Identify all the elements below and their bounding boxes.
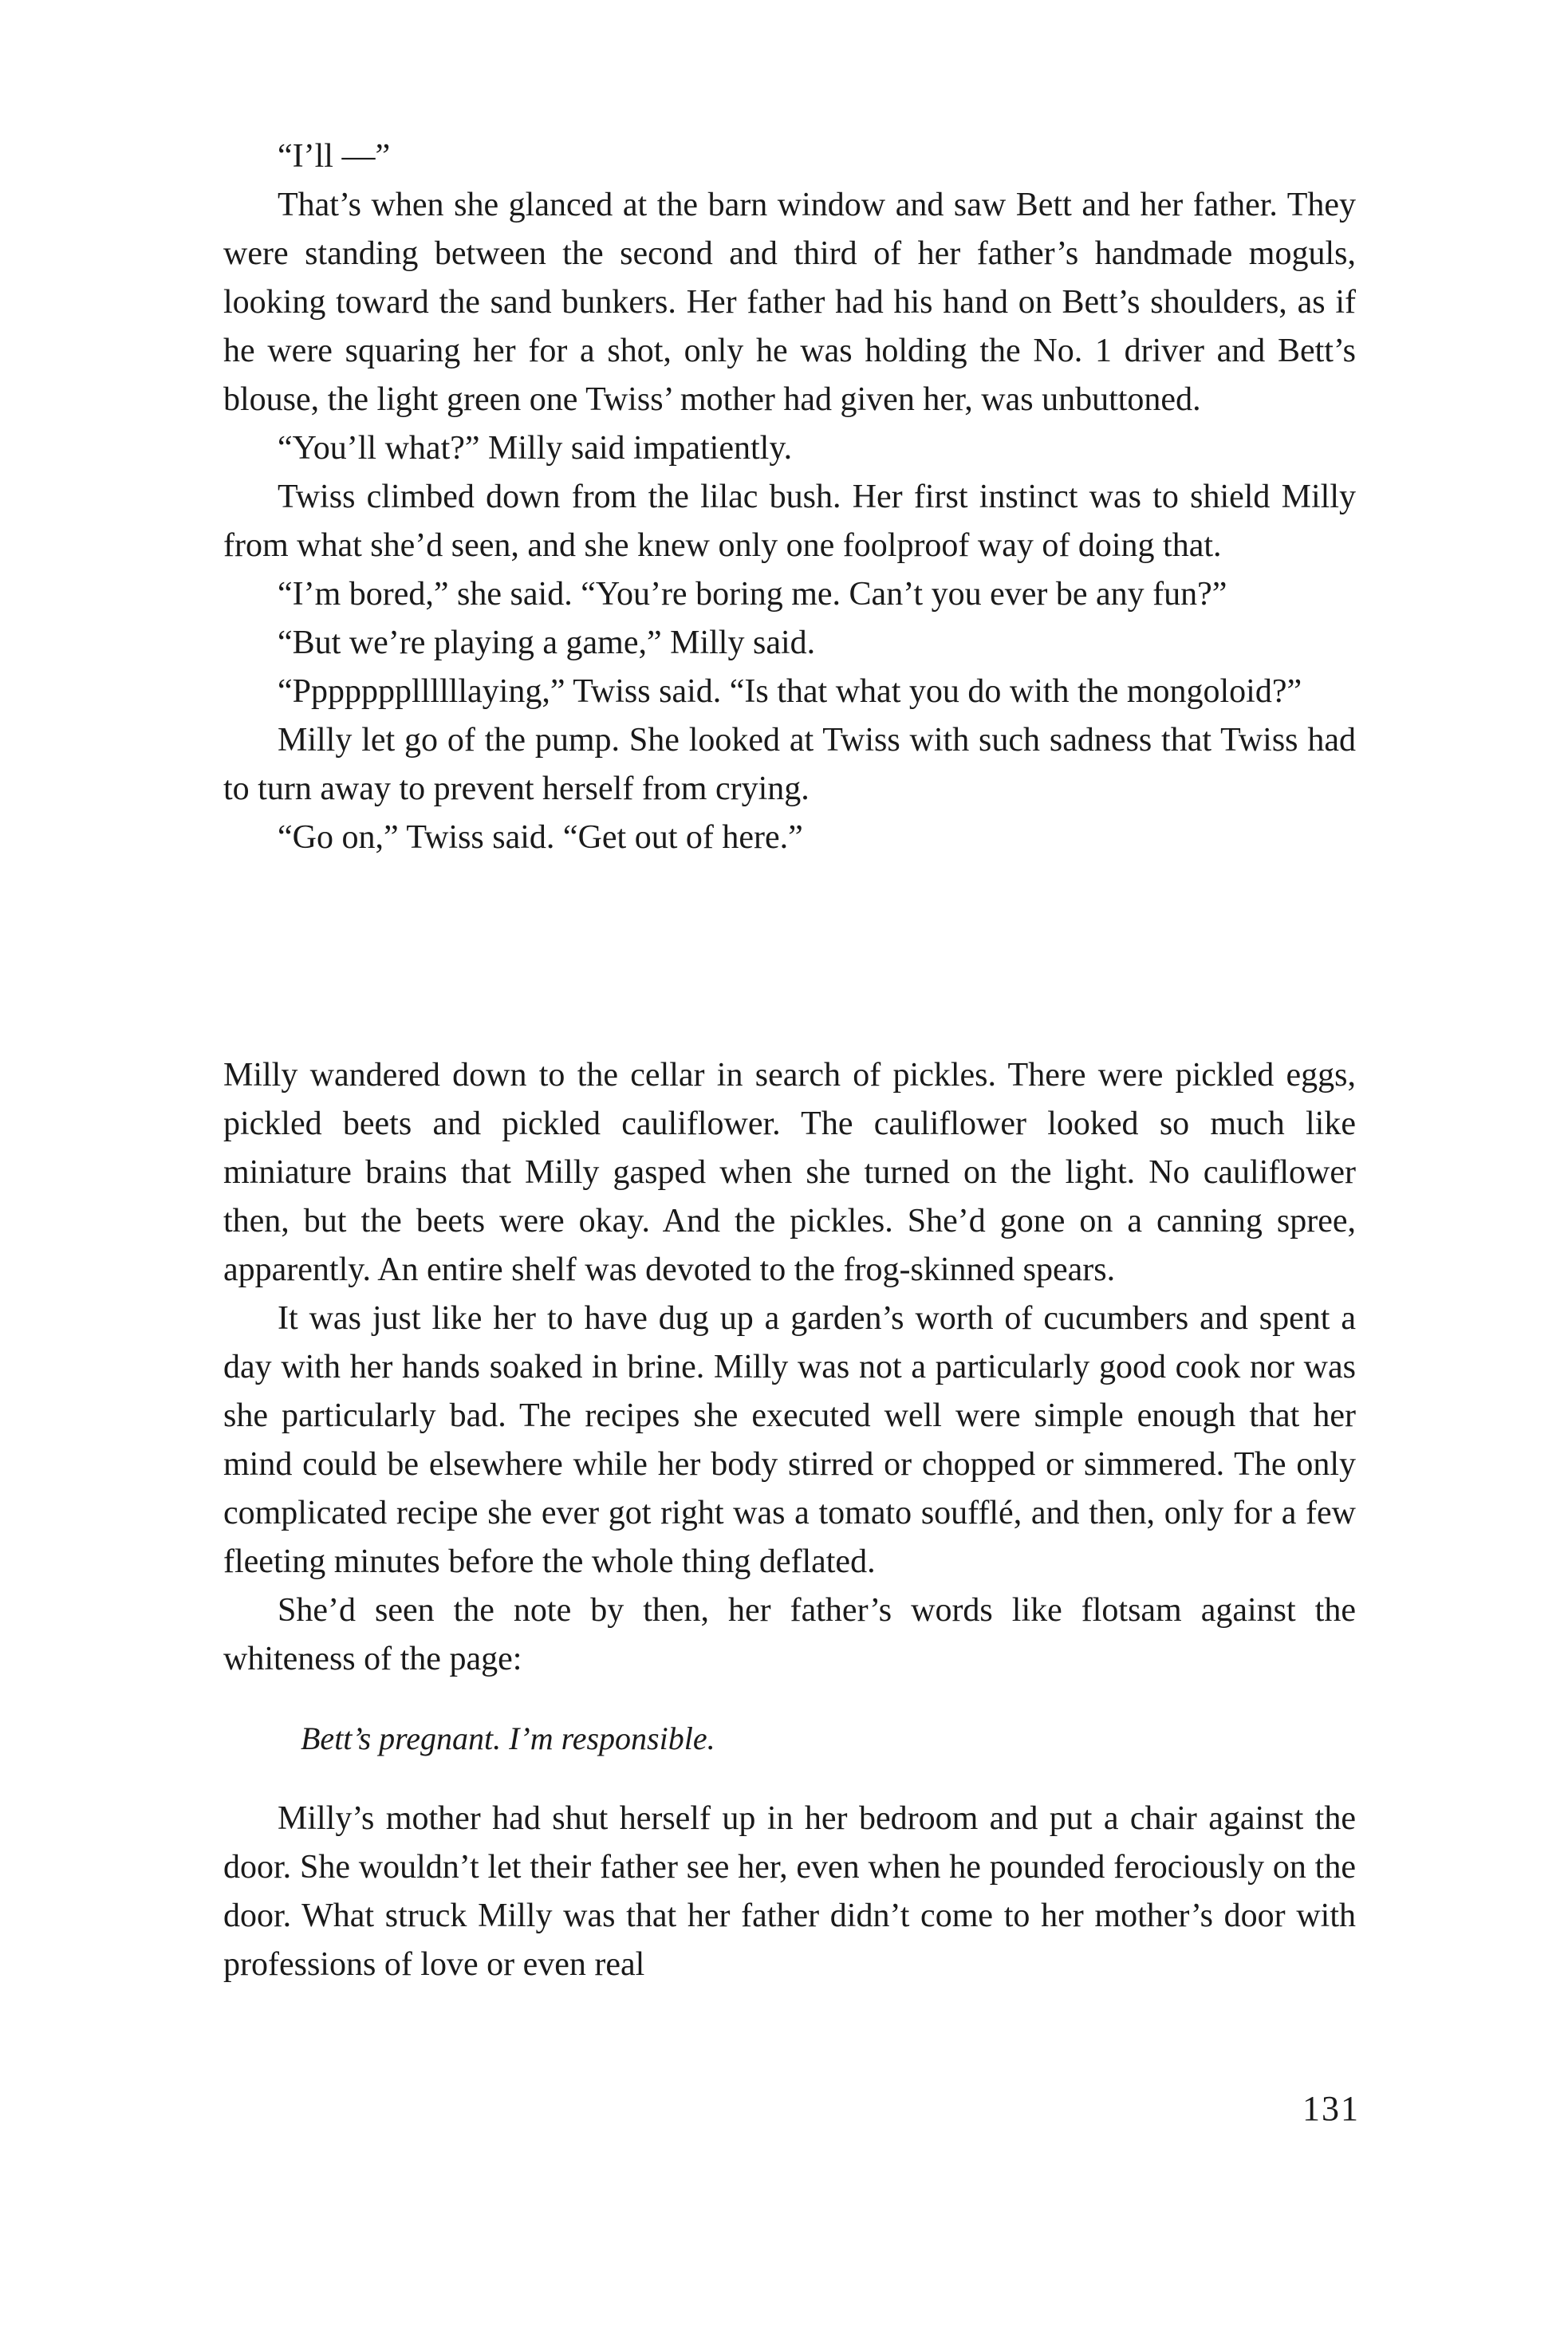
paragraph: Milly’s mother had shut herself up in her bedroom and put a chair against the door. She wouldn’t let their father see her, even when he pounded ferociously on the door. What struck Milly was that her father didn’t come to her mother’s door with professions of love or even real: [223, 1800, 1356, 1983]
paragraph: “I’ll —”: [278, 138, 391, 175]
paragraph: It was just like her to have dug up a garden’s worth of cucumbers and spent a day with her hands soaked in brine. Milly was not a particularly good cook nor was she particularly bad. The recipes she executed well were simple enough that her mind could be elsewhere while her body stirred or chopped or simmered. The only complicated recipe she ever got right was a tomato soufflé, and then, only for a few fleeting minutes before the whole thing deflated.: [223, 1300, 1356, 1580]
paragraph: She’d seen the note by then, her father’s words like flotsam against the whiteness of the page:: [223, 1592, 1356, 1677]
paragraph: “You’ll what?” Milly said impatiently.: [278, 430, 793, 467]
section-opening-paragraph: Milly wandered down to the cellar in search of pickles. There were pickled eggs, pickled beets and pickled cauliflower. The cauliflower looked so much like miniature brains that Milly gasped when she turned on the light. No cauliflower then, but the beets were okay. And the pickles. She’d gone on a canning spree, apparently. An entire shelf was devoted to the frog-skinned spears.: [223, 1057, 1356, 1288]
paragraph: “Pppppppllllllaying,” Twiss said. “Is that what you do with the mongoloid?”: [278, 673, 1302, 710]
paragraph: Milly let go of the pump. She looked at Twiss with such sadness that Twiss had to turn away to prevent herself from crying.: [223, 722, 1356, 807]
paragraph: “But we’re playing a game,” Milly said.: [278, 625, 816, 661]
paragraph: “I’m bored,” she said. “You’re boring me. Can’t you ever be any fun?”: [278, 576, 1227, 613]
paragraph: That’s when she glanced at the barn window and saw Bett and her father. They were standing between the second and third of her father’s handmade moguls, looking toward the sand bunkers. Her father had his hand on Bett’s shoulders, as if he were squaring her for a shot, only he was holding the No. 1 driver and Bett’s blouse, the light green one Twiss’ mother had given her, was unbuttoned.: [223, 187, 1356, 418]
paragraph: Twiss climbed down from the lilac bush. Her first instinct was to shield Milly from what she’d seen, and she knew only one foolproof way of doing that.: [223, 479, 1356, 564]
page-number: 131: [1302, 2089, 1360, 2128]
note-quote: Bett’s pregnant. I’m responsible.: [301, 1720, 715, 1756]
paragraph: “Go on,” Twiss said. “Get out of here.”: [278, 819, 803, 856]
cellar-section: [223, 1051, 1356, 1989]
dialogue-section: [223, 132, 1356, 862]
